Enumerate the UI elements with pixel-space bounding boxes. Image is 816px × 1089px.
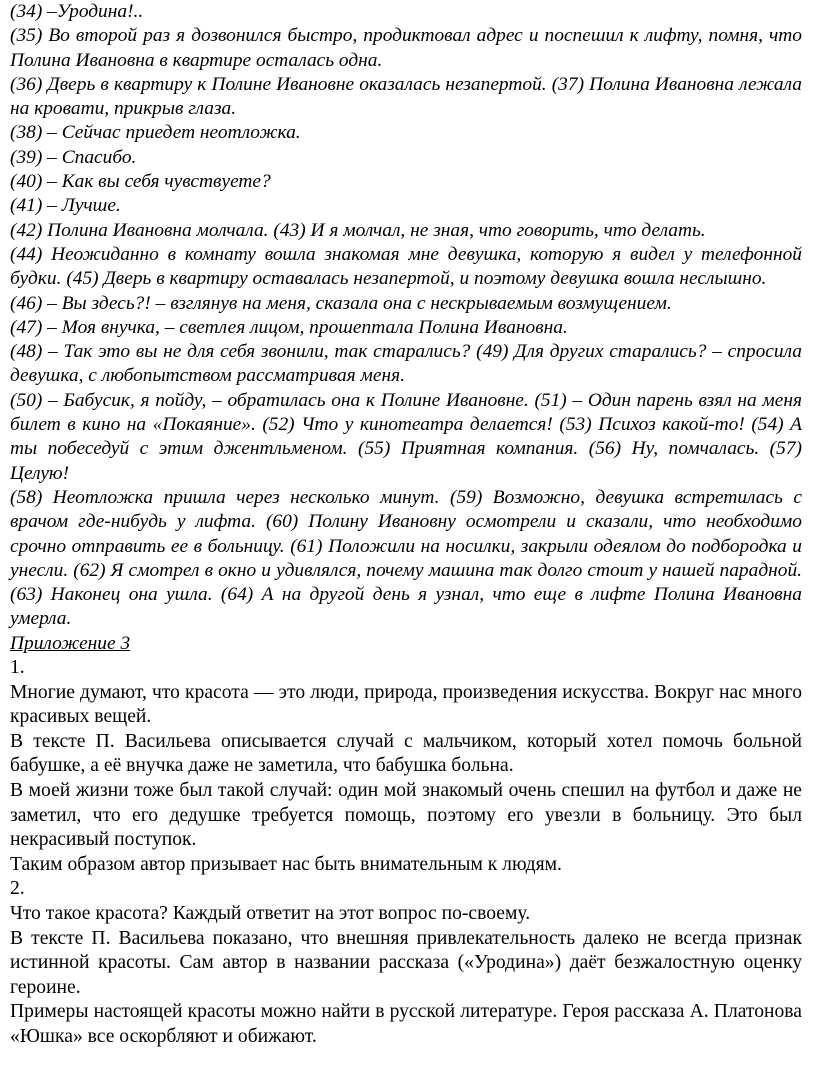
essay-1-paragraph-3: В моей жизни тоже был такой случай: один мой знакомый очень спешил на футбол и даже не заметил, что его дедушке требуется помощь, поэтому его увезли в больницу. Это был некрасивый поступок. (10, 779, 802, 851)
appendix-title: Приложение 3 (10, 632, 131, 654)
story-line-46: (46) – Вы здесь?! – взглянув на меня, сказала она с нескрываемым возмущением. (10, 292, 672, 314)
essay-1-paragraph-2: В тексте П. Васильева описывается случай с мальчиком, который хотел помочь больной бабушке, а её внучка даже не заметила, что бабушка больна. (10, 730, 802, 777)
essay-1-paragraph-1: Многие думают, что красота — это люди, природа, произведения искусства. Вокруг нас много красивых вещей. (10, 681, 802, 728)
story-line-39: (39) – Спасибо. (10, 146, 137, 168)
story-paragraph-35: (35) Во второй раз я дозвонился быстро, продиктовал адрес и поспешил к лифту, помня, что Полина Ивановна в квартире осталась одна. (10, 25, 802, 71)
story-paragraph-42: (42) Полина Ивановна молчала. (43) И я молчал, не зная, что говорить, что делать. (10, 219, 706, 241)
essay-number-1: 1. (10, 657, 25, 679)
essay-2-paragraph-2: В тексте П. Васильева показано, что внешняя привлекательность далеко не всегда признак истинной красоты. Сам автор в названии рассказа («Уродина») даёт безжалостную оценку героине. (10, 927, 802, 998)
story-line-38: (38) – Сейчас приедет неотложка. (10, 122, 301, 144)
story-paragraph-58: (58) Неотложка пришла через несколько минут. (59) Возможно, девушка встретилась с врачом где-нибудь у лифта. (60) Полину Ивановну осмотрели и сказали, что необходимо срочно отправить ее в больницу. (61) Положили на носилки, закрыли одеялом до подбородка и унесли. (62) Я смотрел в окно и удивлялся, почему машина так долго стоит у нашей парадной. (63) Наконец она ушла. (64) А на другой день я узнал, что еще в лифте Полина Ивановна умерла. (10, 486, 802, 630)
essay-1-paragraph-4: Таким образом автор призывает нас быть внимательным к людям. (10, 853, 562, 875)
story-line-40: (40) – Как вы себя чувствуете? (10, 171, 271, 193)
essay-number-2: 2. (10, 878, 25, 900)
story-paragraph-48: (48) – Так это вы не для себя звонили, так старались? (49) Для других старались? – спросила девушка, с любопытством рассматривая меня. (10, 341, 802, 387)
story-line-34: (34) –Уродина!.. (10, 1, 144, 22)
story-paragraph-44: (44) Неожиданно в комнату вошла знакомая мне девушка, которую я видел у телефонной будки. (45) Дверь в квартиру оставалась незапертой, и поэтому девушка вошла неслышно. (10, 243, 802, 290)
story-line-41: (41) – Лучше. (10, 195, 121, 217)
essay-2-paragraph-1: Что такое красота? Каждый ответит на этот вопрос по-своему. (10, 902, 531, 924)
story-line-47: (47) – Моя внучка, – светлея лицом, прошептала Полина Ивановна. (10, 316, 568, 338)
story-paragraph-50: (50) – Бабусик, я пойду, – обратилась она к Полине Ивановне. (51) – Один парень взял на меня билет в кино на «Покаяние». (52) Что у кинотеатра делается! (53) Психоз какой-то! (54) А ты побеседуй с этим джентльменом. (55) Приятная компания. (56) Ну, помчалась. (57) Целую! (10, 389, 802, 484)
essay-2-paragraph-3: Примеры настоящей красоты можно найти в русской литературе. Героя рассказа А. Платонова «Юшка» все оскорбляют и обижают. (10, 1001, 802, 1047)
story-paragraph-36: (36) Дверь в квартиру к Полине Ивановне оказалась незапертой. (37) Полина Ивановна лежала на кровати, прикрыв глаза. (10, 73, 802, 120)
